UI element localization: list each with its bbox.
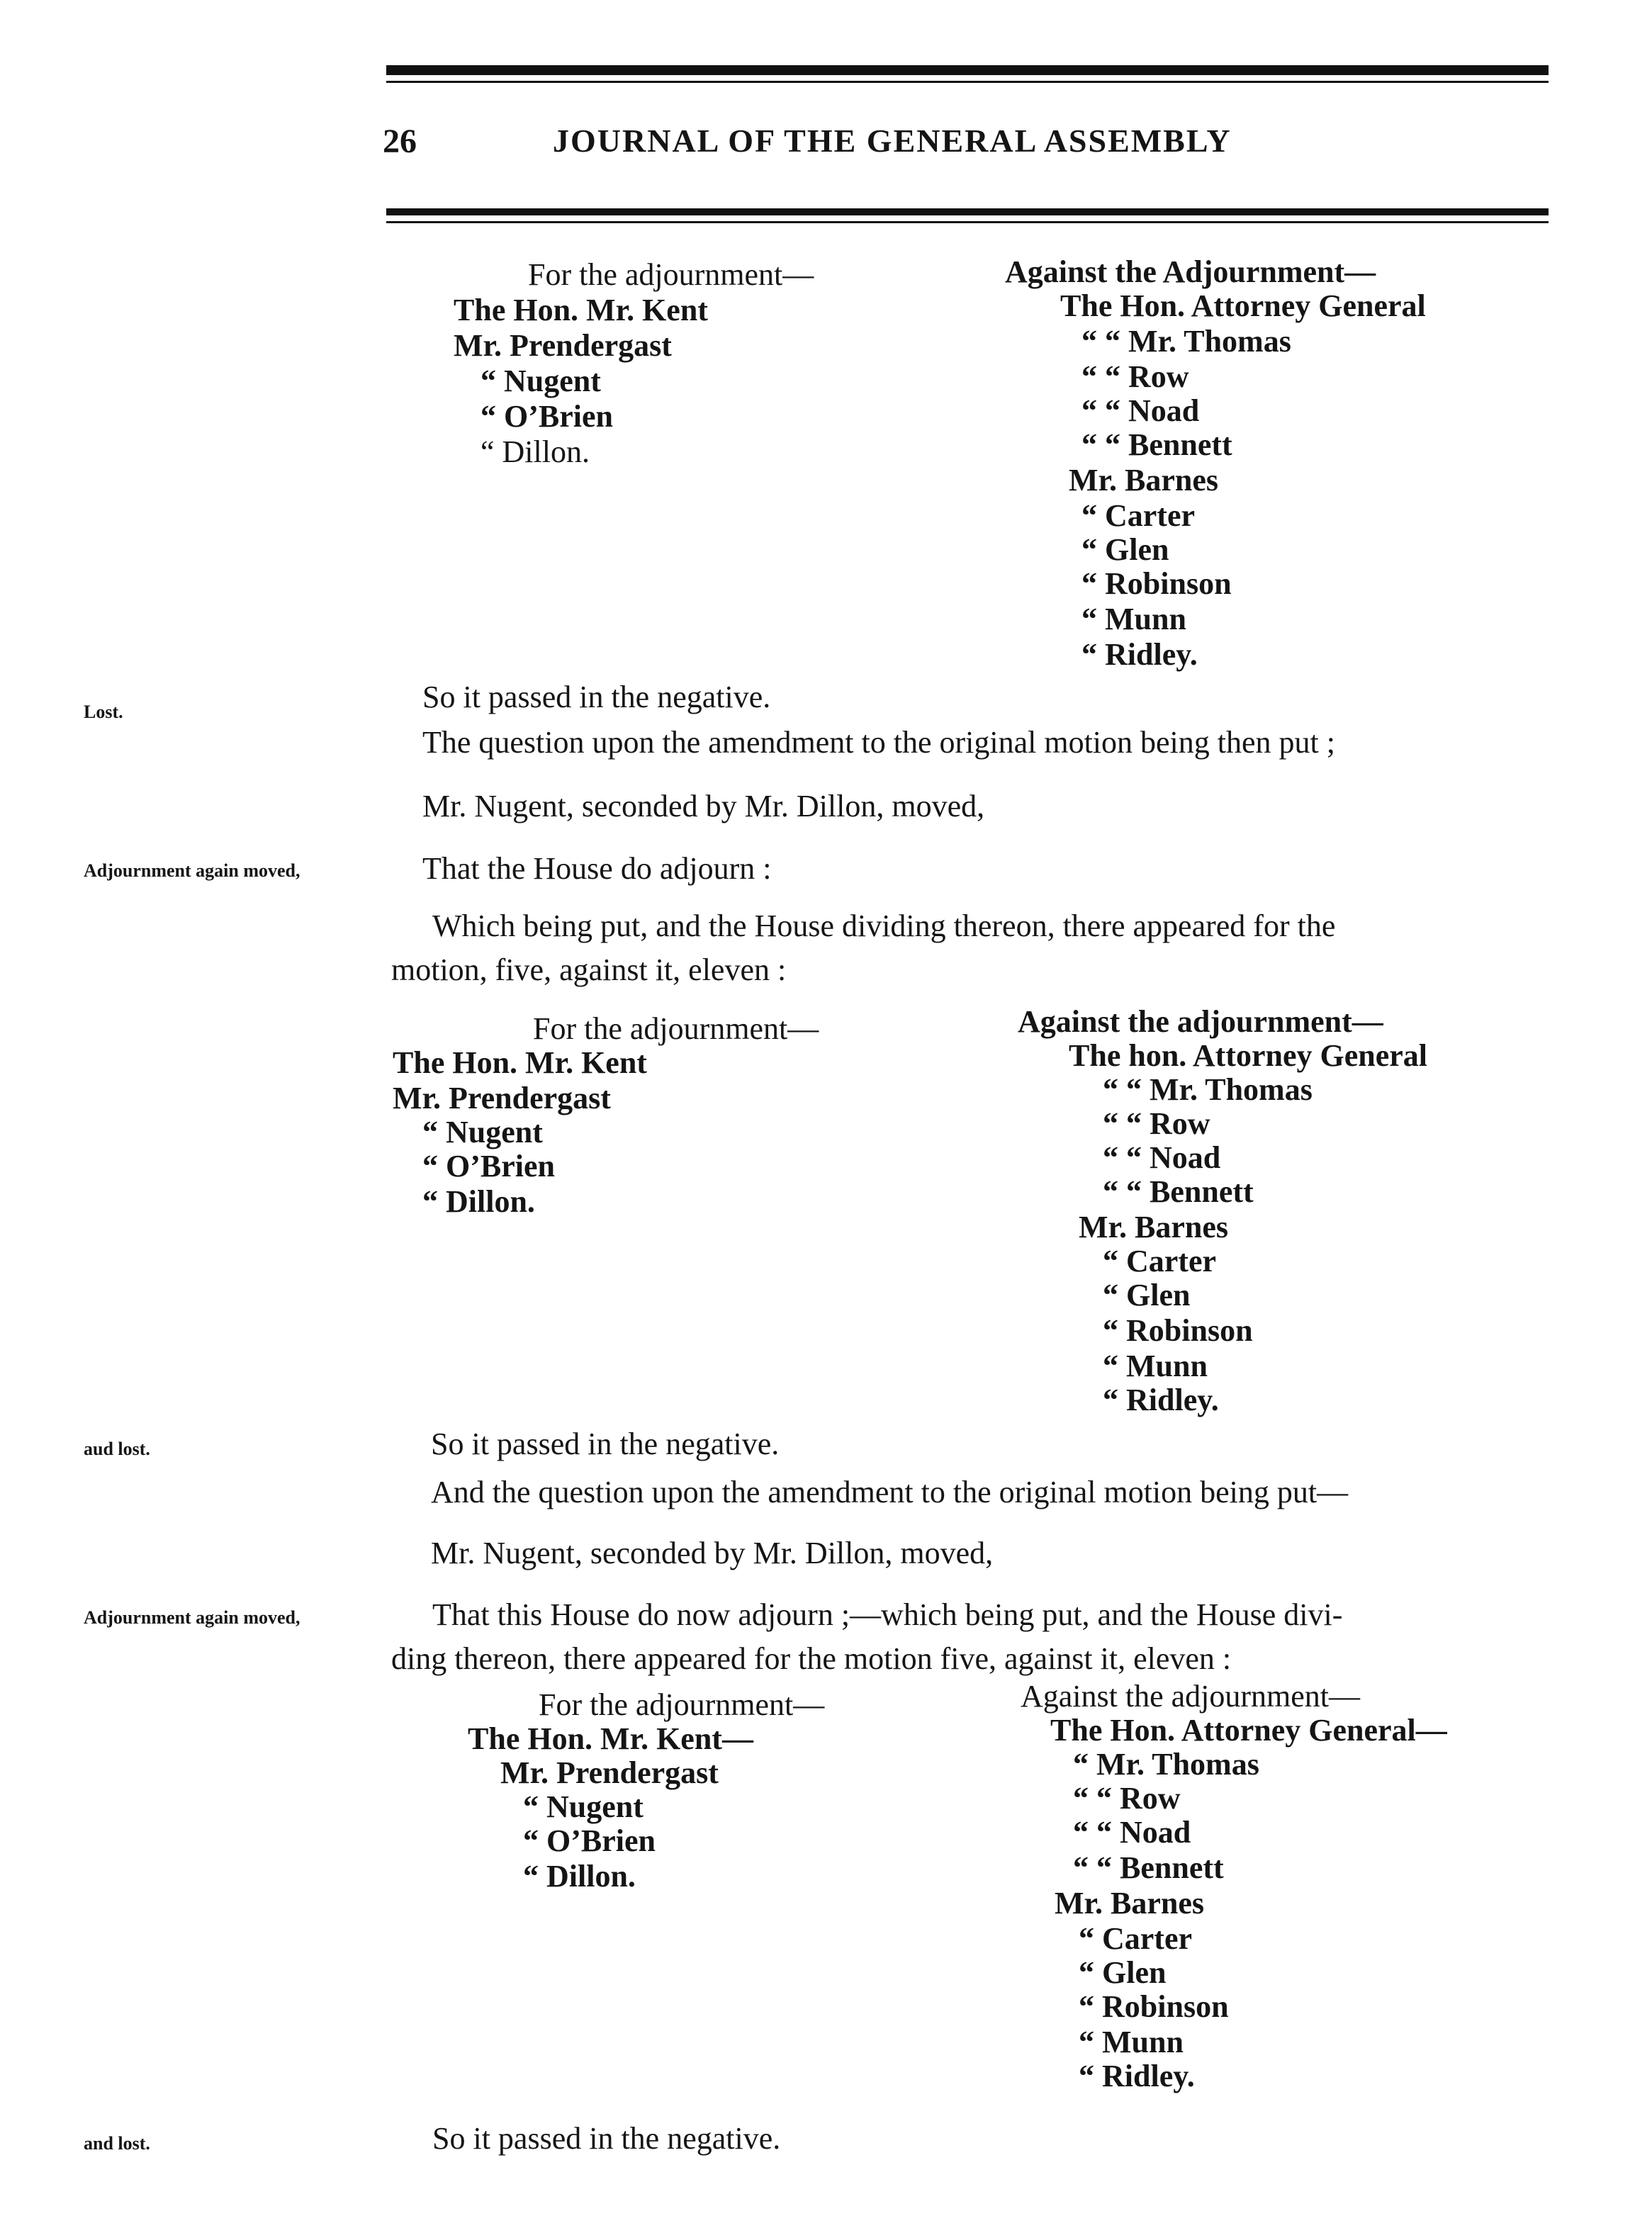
top-rule-thin	[386, 81, 1549, 83]
for-heading: For the adjournment—	[533, 1011, 819, 1046]
against-name: “ Ridley.	[1079, 2059, 1195, 2093]
result-line: So it passed in the negative.	[432, 2121, 781, 2156]
against-name: “ Glen	[1103, 1278, 1191, 1312]
for-name: “ O’Brien	[523, 1823, 656, 1858]
header-rule	[386, 208, 1549, 215]
for-name: Mr. Prendergast	[454, 328, 672, 363]
for-name: The Hon. Mr. Kent—	[468, 1721, 753, 1756]
against-name: “ “ Row	[1081, 359, 1189, 394]
top-rule	[386, 65, 1549, 75]
motion-line: That the House do adjourn :	[422, 851, 772, 886]
against-name: “ “ Noad	[1073, 1815, 1191, 1850]
marginal-note: Adjournment again moved,	[84, 1607, 300, 1628]
for-name: The Hon. Mr. Kent	[393, 1045, 647, 1080]
paragraph-line: motion, five, against it, eleven :	[391, 952, 787, 987]
marginal-note: aud lost.	[84, 1439, 150, 1459]
against-heading: Against the adjournment—	[1018, 1004, 1383, 1039]
marginal-note: Lost.	[84, 702, 123, 722]
against-name: “ “ Mr. Thomas	[1103, 1072, 1313, 1107]
against-name: Mr. Barnes	[1079, 1210, 1229, 1244]
header-rule-thin	[386, 221, 1549, 223]
against-name: “ Ridley.	[1103, 1383, 1219, 1417]
result-line: So it passed in the negative.	[431, 1427, 780, 1461]
paragraph-line: That this House do now adjourn ;—which being put, and the House divi-	[432, 1597, 1343, 1632]
against-name: “ Munn	[1081, 602, 1186, 636]
against-name: “ Carter	[1081, 498, 1196, 533]
question-line: The question upon the amendment to the original motion being then put ;	[422, 725, 1335, 760]
against-name: “ Carter	[1103, 1244, 1217, 1278]
against-name: “ Robinson	[1079, 1989, 1229, 2024]
against-name: “ Mr. Thomas	[1073, 1747, 1259, 1782]
against-name: “ “ Bennett	[1081, 427, 1232, 462]
against-name: “ Munn	[1079, 2025, 1184, 2059]
for-heading: For the adjournment—	[528, 257, 814, 292]
for-name: “ Nugent	[422, 1115, 543, 1149]
result-line: So it passed in the negative.	[422, 680, 771, 714]
for-name: “ Nugent	[523, 1789, 644, 1824]
against-name: “ Robinson	[1103, 1313, 1253, 1348]
for-name: “ Dillon.	[523, 1859, 636, 1894]
for-name: Mr. Prendergast	[393, 1081, 611, 1115]
against-name: “ Ridley.	[1081, 637, 1198, 672]
against-name: “ “ Noad	[1103, 1140, 1221, 1175]
against-name: “ “ Mr. Thomas	[1081, 324, 1291, 359]
against-name: The hon. Attorney General	[1069, 1038, 1427, 1073]
against-name: Mr. Barnes	[1069, 463, 1219, 497]
for-name: “ Dillon.	[422, 1184, 535, 1219]
against-name: “ “ Noad	[1081, 393, 1200, 428]
page-number: 26	[383, 123, 417, 160]
against-name: The Hon. Attorney General	[1060, 288, 1426, 323]
question-line: And the question upon the amendment to the original motion being put—	[431, 1475, 1349, 1509]
for-name: The Hon. Mr. Kent	[454, 293, 708, 327]
against-name: “ “ Bennett	[1103, 1174, 1254, 1209]
marginal-note: Adjournment again moved,	[84, 860, 300, 881]
for-name: “ Dillon.	[481, 434, 590, 469]
against-name: “ “ Row	[1103, 1106, 1210, 1141]
against-heading: Against the adjournment—	[1021, 1679, 1361, 1714]
against-name: “ Glen	[1079, 1955, 1167, 1990]
against-name: “ Robinson	[1081, 566, 1232, 601]
against-name: Mr. Barnes	[1055, 1886, 1205, 1920]
against-name: The Hon. Attorney General—	[1050, 1713, 1447, 1748]
division-paragraph	[391, 1593, 1568, 1681]
paragraph-line: Which being put, and the House dividing thereon, there appeared for the	[432, 909, 1336, 943]
paragraph-line: ding thereon, there appeared for the motion five, against it, eleven :	[391, 1641, 1232, 1676]
mover-line: Mr. Nugent, seconded by Mr. Dillon, moved,	[422, 789, 985, 823]
against-heading: Against the Adjournment—	[1005, 254, 1376, 289]
against-name: “ “ Row	[1073, 1781, 1181, 1816]
against-name: “ Glen	[1081, 532, 1169, 567]
page-header	[383, 122, 1552, 186]
division-paragraph	[391, 904, 1568, 992]
against-name: “ Munn	[1103, 1349, 1208, 1383]
mover-line: Mr. Nugent, seconded by Mr. Dillon, moved,	[431, 1536, 994, 1570]
for-name: Mr. Prendergast	[500, 1755, 719, 1790]
for-name: “ Nugent	[481, 364, 601, 398]
against-name: “ “ Bennett	[1073, 1850, 1224, 1885]
for-heading: For the adjournment—	[539, 1687, 825, 1722]
against-name: “ Carter	[1079, 1921, 1193, 1956]
for-name: “ O’Brien	[422, 1149, 555, 1183]
running-title: JOURNAL OF THE GENERAL ASSEMBLY	[553, 123, 1232, 159]
for-name: “ O’Brien	[481, 399, 613, 434]
marginal-note: and lost.	[84, 2133, 150, 2154]
